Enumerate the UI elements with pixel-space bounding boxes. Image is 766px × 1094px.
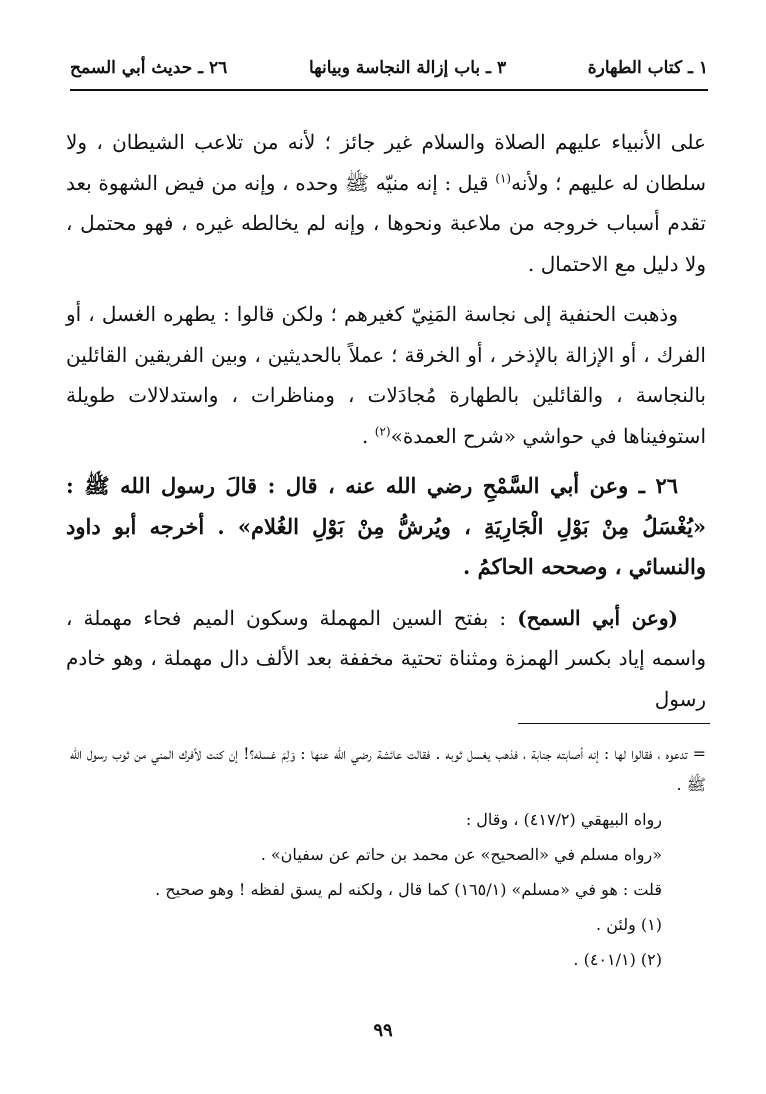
footnotes (66, 738, 706, 979)
paragraph-prophets-cont: قيل : إنه منيّه ﷺ وحده ، وإنه من فيض الشهوة بعد تقدم أسباب خروجه من ملاعبة ونحوها ، وإنه لم يخالطه غيره ، فهو محتمل ، ولا دليل مع الاحتمال . (66, 170, 706, 276)
paragraph-hanafiyya-end: . (362, 423, 375, 448)
paragraph-hanafiyya-text: وذهبت الحنفية إلى نجاسة المَنِيّ كغيرهم ؛ ولكن قالوا : يطهره الغسل ، أو الفرك ، أو الإزالة بالإذخر ، أو الخرقة ؛ عملاً بالحديثين ، وبين الفريقين القائلين بالنجاسة ، والقائلين بالطهارة مُجادَلات ، ومناظرات ، واستدلالات طويلة استوفيناها في حواشي «شرح العمدة» (66, 302, 706, 448)
footnote-separator (518, 723, 710, 724)
commentary-text: : بفتح السين المهملة وسكون الميم فحاء مهملة ، واسمه إياد بكسر الهمزة ومثناة تحتية مخففة بعد الألف دال مهملة ، وهو خادم رسول (66, 605, 706, 711)
footnote-bayhaqi: رواه البيهقي (٤١٧/٢) ، وقال : (465, 810, 662, 829)
footnote-1: (١) ولئن . (596, 915, 662, 934)
footnote-qultu: قلت : هو في «مسلم» (١٦٥/١) كما قال ، ولكنه لم يسق لفظه ! وهو صحيح . (155, 880, 662, 899)
footnote-2: (٢) (٤٠١/١) . (573, 950, 662, 969)
header-chapter-title: ٣ ـ باب إزالة النجاسة وبيانها (308, 58, 507, 78)
hadith-text: ٢٦ ـ وعن أبي السَّمْحِ رضي الله عنه ، قال : قالَ رسول الله ﷺ : «يُغْسَلُ مِنْ بَوْلِ الْجَارِيَةِ ، ويُرشُّ مِنْ بَوْلِ الغُلام» . أخرجه أبو داود والنسائي ، وصححه الحاكمُ . (66, 473, 706, 579)
footnote-muslim-quote: «رواه مسلم في «الصحيح» عن محمد بن حاتم عن سفيان» . (260, 845, 662, 864)
header-rule (70, 89, 708, 91)
main-text (66, 122, 706, 729)
paragraph-prophets-text: على الأنبياء عليهم الصلاة والسلام غير جائز ؛ لأنه من تلاعب الشيطان ، ولا سلطان له عليهم ؛ ولأنه (66, 130, 706, 195)
footnote-mark-1: (١) (495, 170, 512, 185)
footnote-continuation: = تدعوه ، فقالوا لها : إنه أصابته جنابة ، فذهب يغسل ثوبه . فقالت عائشة رضي الله عنها : وَلِمَ غسله؟! إن كنت لأفرك المني من ثوب رسول الله ﷺ . (69, 744, 706, 794)
header-hadith-title: ٢٦ ـ حديث أبي السمح (70, 58, 228, 78)
paragraph-hanafiyya (66, 294, 706, 456)
header-book-title: ١ ـ كتاب الطهارة (587, 58, 708, 78)
footnote-mark-2: (٢) (374, 423, 391, 438)
paragraph-prophets (66, 122, 706, 284)
running-header (70, 52, 708, 84)
paragraph-commentary (66, 598, 706, 720)
page-number: ٩٩ (373, 1020, 393, 1041)
commentary-label: (وعن أبي السمح) (517, 605, 678, 630)
